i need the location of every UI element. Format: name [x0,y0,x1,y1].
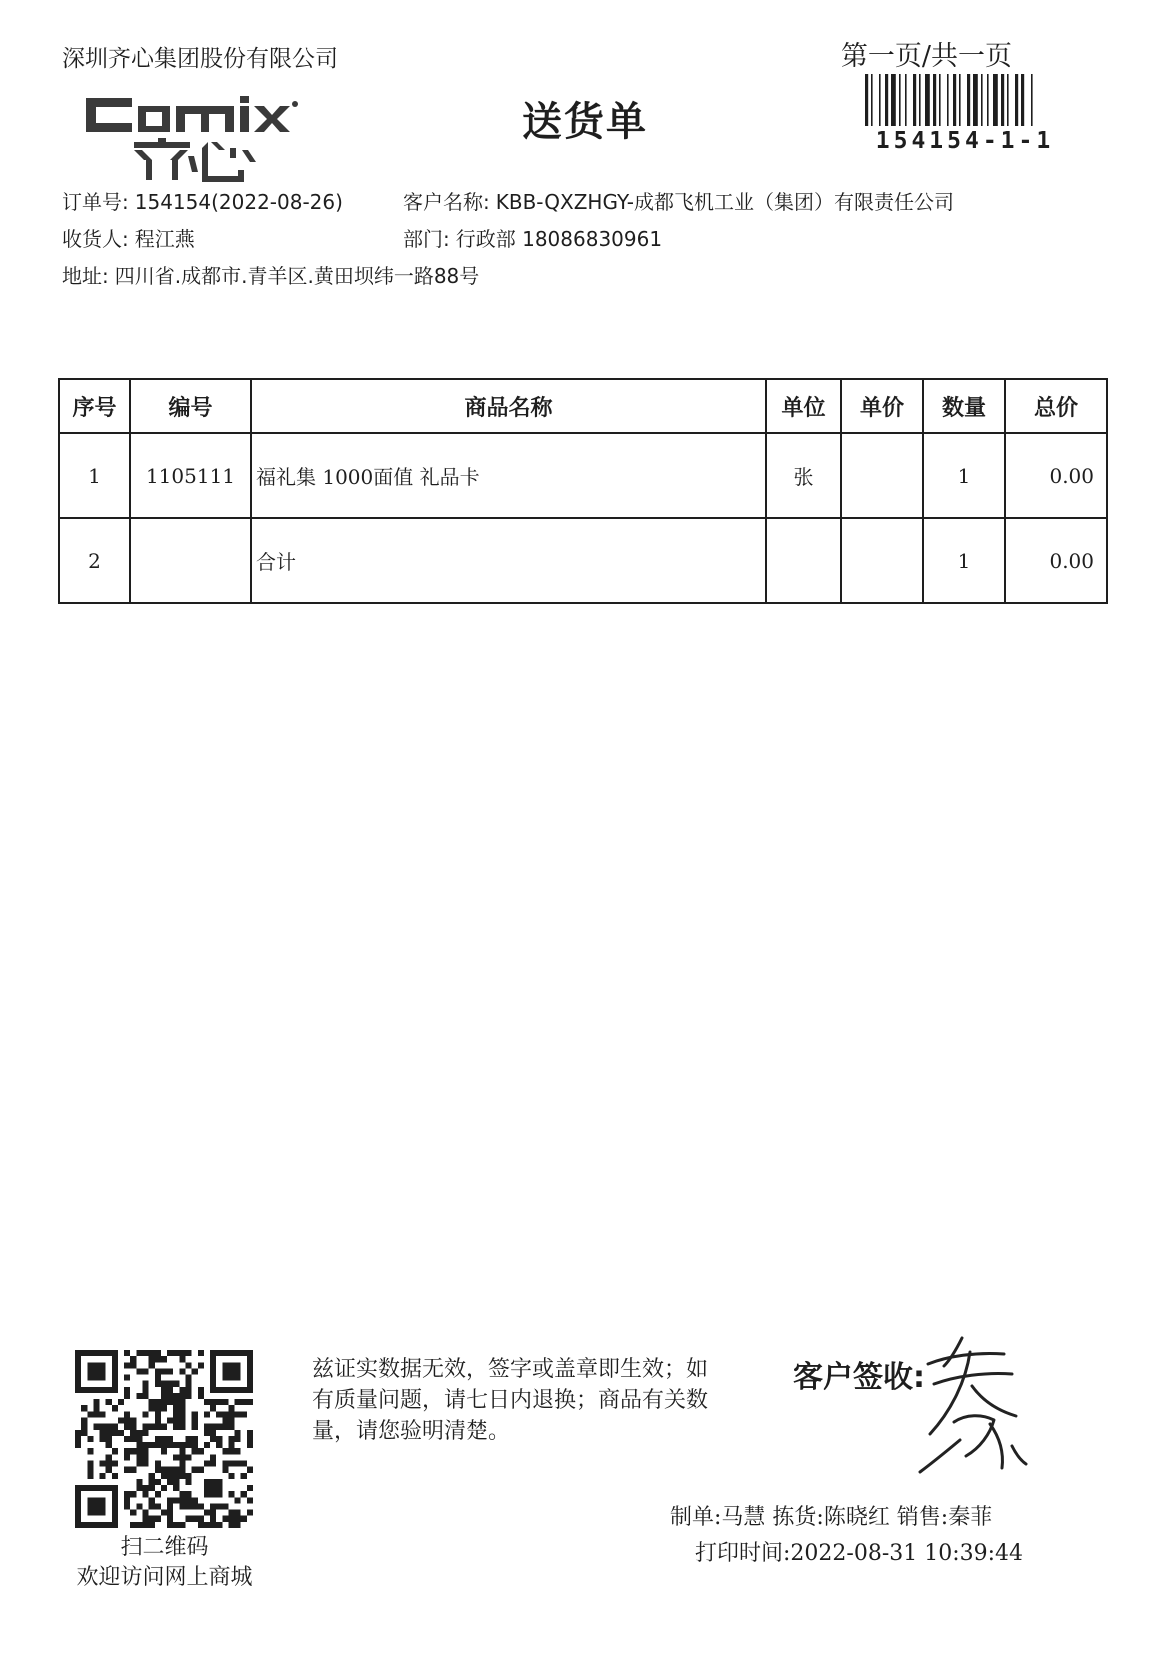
header-quantity: 数量 [923,379,1005,433]
header-unit: 单位 [766,379,841,433]
customer-name-line [403,186,954,215]
items-table [58,378,1108,604]
staff-line: 制单:马慧 拣货:陈晓红 销售:秦菲 [670,1505,993,1530]
customer-name-value: KBB-QXZHGY-成都飞机工业（集团）有限责任公司 [495,190,955,214]
cell-code [130,518,251,603]
address-line [62,260,479,289]
barcode-number: 154154-1-1 [875,128,1055,154]
comix-logo [82,92,302,184]
barcode [865,74,1065,126]
header-index: 序号 [59,379,130,433]
qr-caption-mall: 欢迎访问网上商城 [76,1565,253,1590]
table-header-row [59,379,1107,433]
department-line [403,223,662,252]
cell-unit-price [841,518,923,603]
header-total: 总价 [1005,379,1107,433]
cell-code: 1105111 [130,433,251,518]
order-number-label: 订单号: [62,190,129,214]
cell-index: 2 [59,518,130,603]
cell-quantity: 1 [923,518,1005,603]
company-name: 深圳齐心集团股份有限公司 [62,46,338,72]
order-number-line [62,186,343,215]
receiver-line [62,223,195,252]
table-row [59,518,1107,603]
table-row [59,433,1107,518]
address-value: 四川省.成都市.青羊区.黄田坝纬一路88号 [114,264,480,288]
cell-unit [766,518,841,603]
header-code: 编号 [130,379,251,433]
cell-product-name: 福礼集 1000面值 礼品卡 [251,433,766,518]
cell-unit-price [841,433,923,518]
cell-total: 0.00 [1005,433,1107,518]
page-info: 第一页/共一页 [840,41,1012,72]
qr-code[interactable] [75,1350,253,1528]
header-unit-price: 单价 [841,379,923,433]
department-value: 行政部 18086830961 [455,227,663,251]
receiver-label: 收货人: [62,227,129,251]
cell-total: 0.00 [1005,518,1107,603]
address-label: 地址: [62,264,109,288]
department-label: 部门: [403,227,450,251]
cell-unit: 张 [766,433,841,518]
header-product-name: 商品名称 [251,379,766,433]
qr-caption-scan: 扫二维码 [120,1535,209,1560]
print-time: 打印时间:2022-08-31 10:39:44 [695,1541,1024,1566]
document-title: 送货单 [522,98,648,145]
cell-quantity: 1 [923,433,1005,518]
order-number-value: 154154(2022-08-26) [134,190,343,214]
receiver-value: 程江燕 [134,227,195,251]
cell-product-name: 合计 [251,518,766,603]
cell-index: 1 [59,433,130,518]
customer-sign-label: 客户签收: [793,1360,925,1395]
signature [900,1330,1050,1480]
notice-text: 兹证实数据无效，签字或盖章即生效；如有质量问题，请七日内退换；商品有关数量，请您验明清楚。 [312,1357,709,1444]
customer-name-label: 客户名称: [403,190,490,214]
